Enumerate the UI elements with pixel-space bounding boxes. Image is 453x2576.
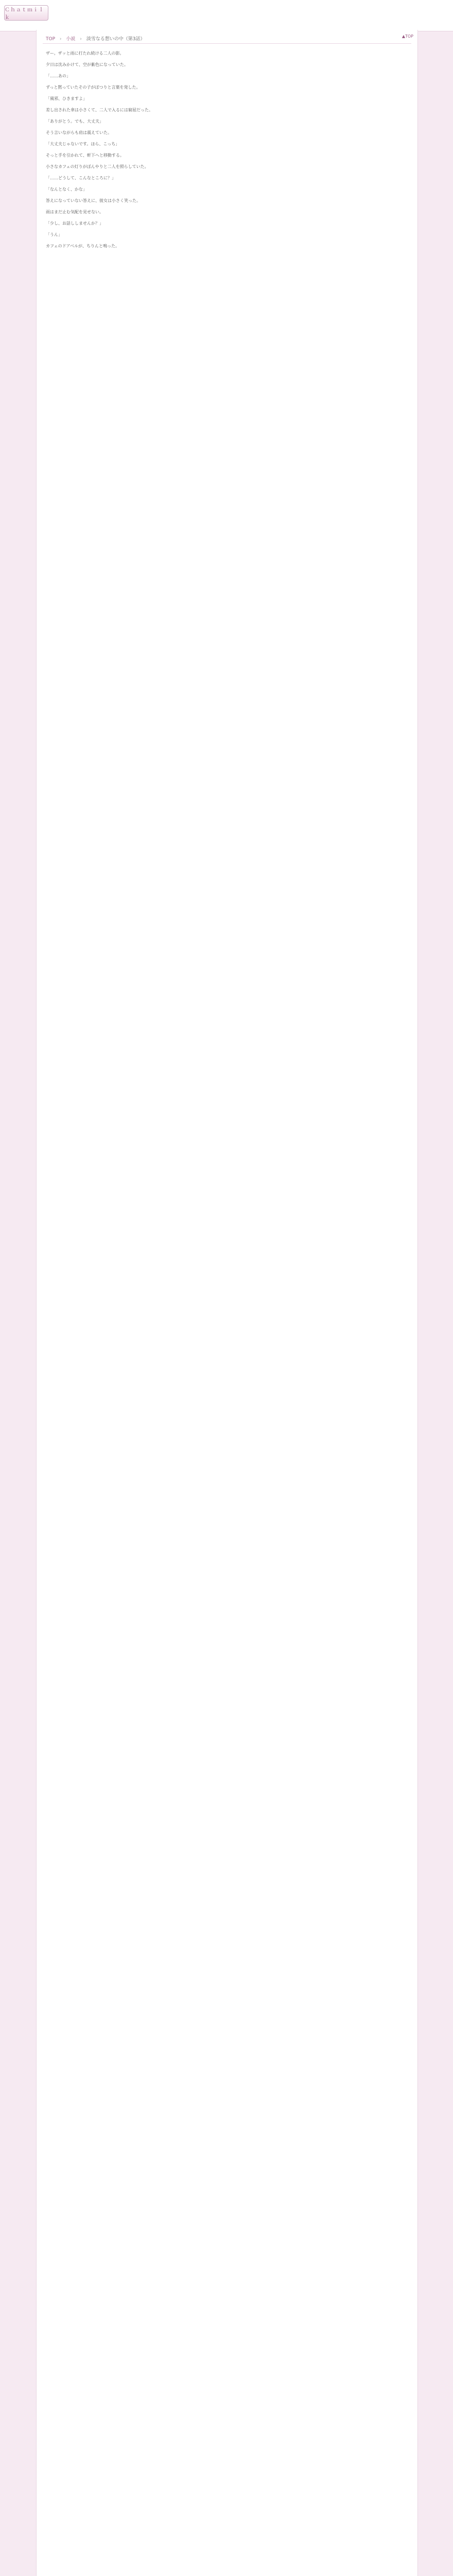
story-paragraph: 「……どうして、こんなところに？」: [46, 176, 116, 180]
divider: [43, 43, 411, 44]
story-body: [46, 50, 406, 255]
breadcrumb-section-link[interactable]: 小説: [66, 37, 76, 42]
breadcrumb-current: 淡雪なる想いの中（第3話）: [86, 37, 145, 42]
story-paragraph: そっと手を引かれて、軒下へと移動する。: [46, 153, 124, 158]
top-link[interactable]: ▲TOP: [402, 34, 413, 39]
story-paragraph: 「なんとなく、かな」: [46, 187, 87, 192]
breadcrumb: [46, 35, 145, 42]
story-paragraph: 「……あの」: [46, 74, 71, 78]
breadcrumb-separator: ›: [80, 37, 82, 42]
story-paragraph: 夕日は沈みかけて、空が紫色になっていた。: [46, 62, 128, 67]
story-paragraph: 「風邪、ひきますよ」: [46, 96, 87, 101]
breadcrumb-home-link[interactable]: TOP: [46, 37, 56, 42]
story-paragraph: 「少し、お話ししませんか？」: [46, 221, 103, 226]
story-paragraph: ザー。ザッと雨に打たれ続ける二人の影。: [46, 51, 124, 56]
story-paragraph: カフェのドアベルが、ちりんと鳴った。: [46, 244, 120, 248]
breadcrumb-separator: ›: [59, 37, 62, 42]
site-logo[interactable]: [4, 5, 48, 21]
site-header: [0, 0, 453, 31]
story-paragraph: そう言いながらも肩は震えていた。: [46, 130, 112, 135]
story-paragraph: 「大丈夫じゃないです。ほら、こっち」: [46, 142, 120, 146]
story-paragraph: 差し出された傘は小さくて、二人で入るには窮屈だった。: [46, 108, 153, 112]
story-paragraph: 答えになっていない答えに、彼女は小さく笑った。: [46, 198, 141, 203]
story-paragraph: 「ありがとう。でも、大丈夫」: [46, 119, 103, 124]
logo-text: Ｃｈａｔｍｉｌｋ: [5, 7, 44, 21]
content-area: [36, 30, 418, 2576]
story-paragraph: ずっと黙っていたその子がぽつりと言葉を発した。: [46, 85, 141, 90]
story-paragraph: 「うん」: [46, 232, 62, 237]
story-paragraph: 小さなカフェの灯りがぼんやりと二人を照らしていた。: [46, 164, 149, 169]
story-paragraph: 雨はまだ止む気配を見せない。: [46, 210, 103, 214]
